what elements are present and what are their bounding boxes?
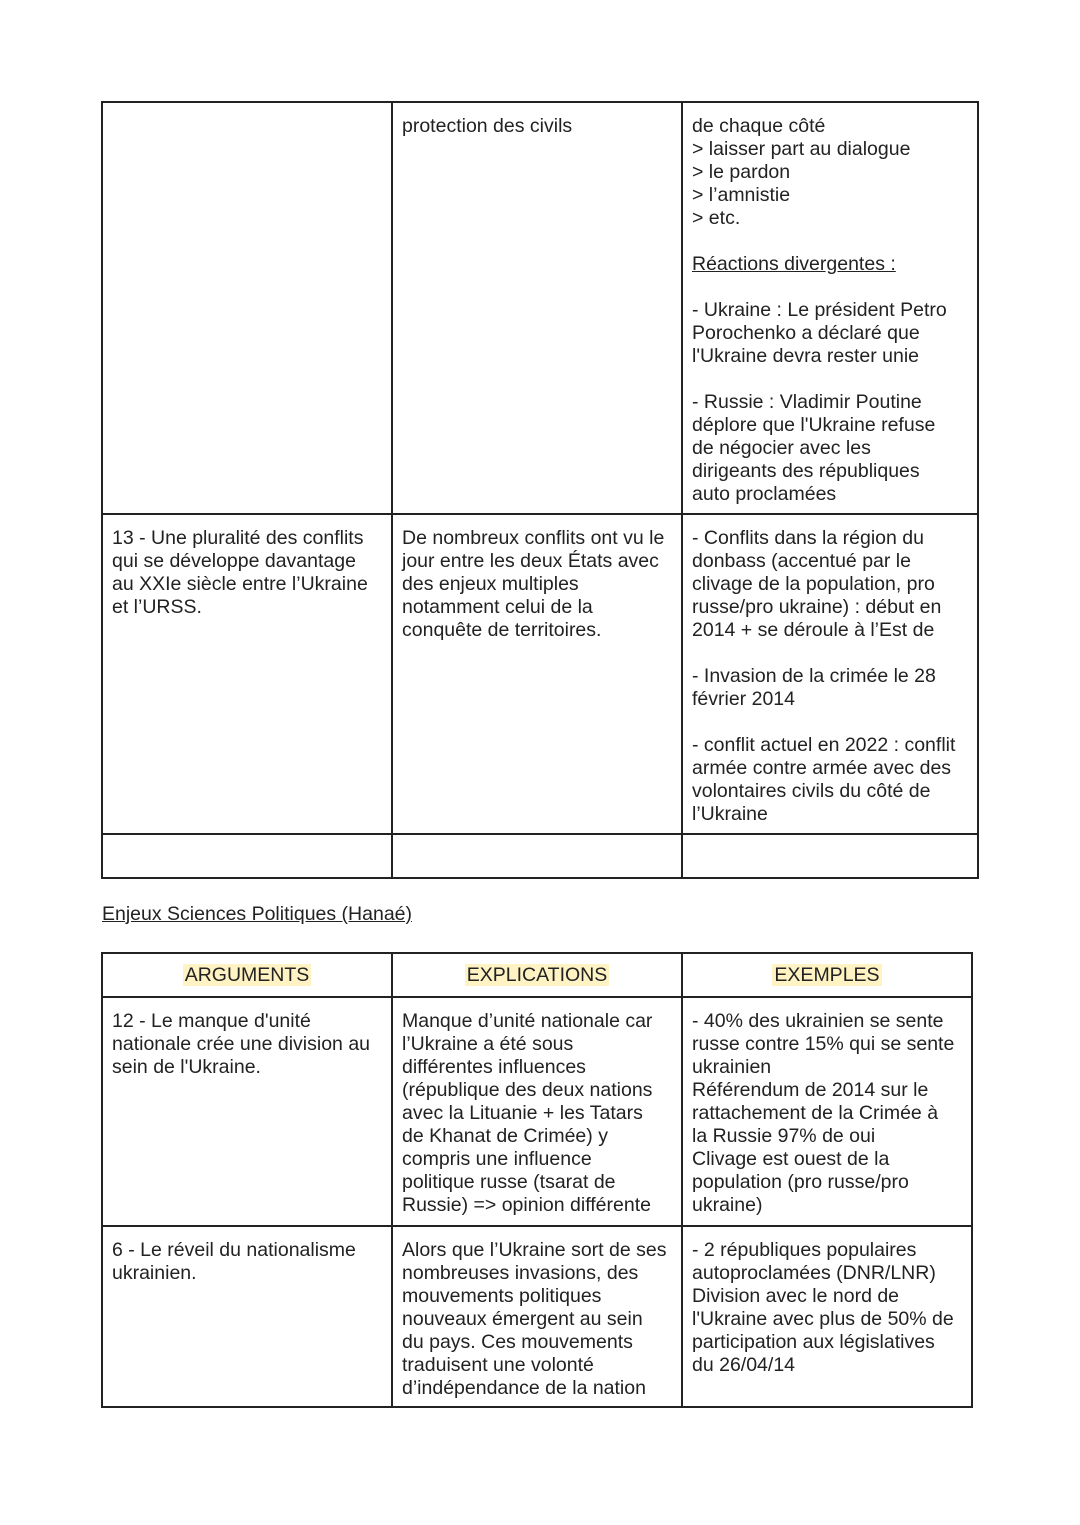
exemple-cell — [682, 1226, 972, 1407]
text-line: russe contre 15% qui se sente — [692, 1033, 955, 1055]
explication-cell — [392, 1226, 682, 1407]
bottom-table — [101, 952, 973, 1408]
text-line: volontaires civils du côté de — [692, 780, 931, 802]
text-line: Clivage est ouest de la — [692, 1148, 890, 1170]
text-line: Référendum de 2014 sur le — [692, 1079, 929, 1101]
text-line: participation aux législatives — [692, 1331, 935, 1353]
text-line: sein de l'Ukraine. — [112, 1056, 261, 1078]
exemple-cell — [682, 514, 978, 834]
text-line: de négocier avec les — [692, 437, 871, 459]
argument-cell — [102, 102, 392, 514]
text-line: nombreuses invasions, des — [402, 1262, 639, 1284]
text-line: février 2014 — [692, 688, 795, 710]
text-line: nouveaux émergent au sein — [402, 1308, 643, 1330]
text-line: > l’amnistie — [692, 184, 791, 206]
empty-cell — [102, 834, 392, 878]
text-line: l'Ukraine devra rester unie — [692, 345, 919, 367]
text-line: Manque d’unité nationale car — [402, 1010, 653, 1032]
text-line: compris une influence — [402, 1148, 592, 1170]
text-line: du 26/04/14 — [692, 1354, 796, 1376]
table-row — [102, 997, 972, 1226]
exemple-cell — [682, 997, 972, 1226]
text-line: De nombreux conflits ont vu le — [402, 527, 665, 549]
text-line: rattachement de la Crimée à — [692, 1102, 939, 1124]
text-line: - Ukraine : Le président Petro — [692, 299, 947, 321]
text-line: de Khanat de Crimée) y — [402, 1125, 608, 1147]
text-line: 13 - Une pluralité des conflits — [112, 527, 364, 549]
text-line: avec la Lituanie + les Tatars — [402, 1102, 643, 1124]
text-line: > etc. — [692, 207, 741, 229]
text-line: dirigeants des républiques — [692, 460, 920, 482]
text-line: du pays. Ces mouvements — [402, 1331, 633, 1353]
text-line: auto proclamées — [692, 483, 837, 505]
text-line: russe/pro ukraine) : début en — [692, 596, 942, 618]
spacer — [692, 642, 969, 665]
top-table — [101, 101, 979, 879]
text-line: 12 - Le manque d'unité — [112, 1010, 311, 1032]
spacer — [692, 276, 969, 299]
text-line: - Russie : Vladimir Poutine — [692, 391, 922, 413]
section-title: Enjeux Sciences Politiques (Hanaé) — [102, 903, 413, 925]
text-line: donbass (accentué par le — [692, 550, 911, 572]
text-line: jour entre les deux États avec — [402, 550, 659, 572]
text-line: - 2 républiques populaires — [692, 1239, 917, 1261]
explication-cell — [392, 997, 682, 1226]
text-line: - conflit actuel en 2022 : conflit — [692, 734, 956, 756]
table-row — [102, 102, 978, 514]
table-row — [102, 1226, 972, 1407]
text-line: > laisser part au dialogue — [692, 138, 911, 160]
text-line: déplore que l'Ukraine refuse — [692, 414, 936, 436]
text-line: l’Ukraine a été sous — [402, 1033, 574, 1055]
text-line: des enjeux multiples — [402, 573, 579, 595]
argument-cell — [102, 1226, 392, 1407]
text-line: et l’URSS. — [112, 596, 202, 618]
spacer — [692, 230, 969, 253]
text-line: (république des deux nations — [402, 1079, 653, 1101]
text-line: conquête de territoires. — [402, 619, 602, 641]
text-line: Division avec le nord de — [692, 1285, 900, 1307]
empty-cell — [392, 834, 682, 878]
text-line: qui se développe davantage — [112, 550, 356, 572]
text-line: ukrainien. — [112, 1262, 197, 1284]
header-explications: EXPLICATIONS — [392, 953, 682, 997]
text-line: l’Ukraine — [692, 803, 768, 825]
table-row — [102, 834, 978, 878]
text-line: traduisent une volonté — [402, 1354, 594, 1376]
argument-cell — [102, 514, 392, 834]
text-line: différentes influences — [402, 1056, 586, 1078]
table-row — [102, 514, 978, 834]
text-line: d’indépendance de la nation — [402, 1377, 646, 1399]
text-line: > le pardon — [692, 161, 791, 183]
text-line: population (pro russe/pro — [692, 1171, 909, 1193]
text-line: clivage de la population, pro — [692, 573, 935, 595]
text-line: - Invasion de la crimée le 28 — [692, 665, 936, 687]
header-exemples: EXEMPLES — [682, 953, 972, 997]
text-line: - 40% des ukrainien se sente — [692, 1010, 944, 1032]
text-line: ukrainien — [692, 1056, 772, 1078]
text-line: Porochenko a déclaré que — [692, 322, 920, 344]
text-line: la Russie 97% de oui — [692, 1125, 876, 1147]
exemple-cell — [682, 102, 978, 514]
text-line: 6 - Le réveil du nationalisme — [112, 1239, 356, 1261]
reactions-title: Réactions divergentes : — [692, 253, 896, 275]
text-line: autoproclamées (DNR/LNR) — [692, 1262, 936, 1284]
empty-cell — [682, 834, 978, 878]
text-line: l'Ukraine avec plus de 50% de — [692, 1308, 954, 1330]
text-line: ukraine) — [692, 1194, 763, 1216]
text-line: au XXIe siècle entre l’Ukraine — [112, 573, 368, 595]
explication-cell — [392, 102, 682, 514]
text-line: notamment celui de la — [402, 596, 593, 618]
spacer — [692, 368, 969, 391]
spacer — [692, 711, 969, 734]
text-line: - Conflits dans la région du — [692, 527, 924, 549]
explication-text: protection des civils — [402, 115, 573, 137]
text-line: armée contre armée avec des — [692, 757, 952, 779]
explication-cell — [392, 514, 682, 834]
text-line: nationale crée une division au — [112, 1033, 371, 1055]
text-line: mouvements politiques — [402, 1285, 602, 1307]
text-line: politique russe (tsarat de — [402, 1171, 616, 1193]
header-arguments: ARGUMENTS — [102, 953, 392, 997]
text-line: Russie) => opinion différente — [402, 1194, 651, 1216]
table-header-row — [102, 953, 972, 997]
text-line: Alors que l’Ukraine sort de ses — [402, 1239, 667, 1261]
argument-cell — [102, 997, 392, 1226]
text-line: de chaque côté — [692, 115, 826, 137]
text-line: 2014 + se déroule à l’Est de — [692, 619, 935, 641]
